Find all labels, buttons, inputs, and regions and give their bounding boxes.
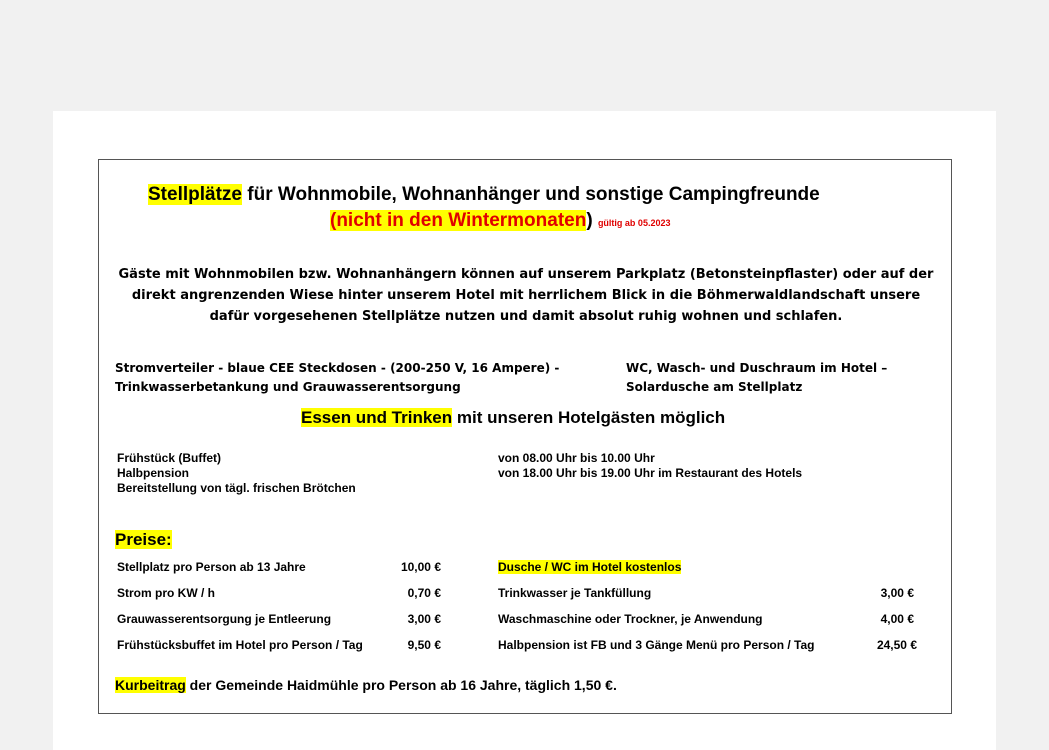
price-value: 0,70 € <box>407 586 441 600</box>
intro-line: dafür vorgesehenen Stellplätze nutzen und damit absolut ruhig wohnen und schlafen. <box>209 309 843 324</box>
price-label: Grauwasserentsorgung je Entleerung <box>117 612 332 626</box>
price-value: 24,50 € <box>876 638 917 652</box>
price-label: Strom pro KW / h <box>117 586 215 600</box>
price-value: 10,00 € <box>400 560 441 574</box>
price-label: Waschmaschine oder Trockner, je Anwendung <box>498 612 763 626</box>
notice-title <box>148 184 820 206</box>
kurbeitrag-rest: der Gemeinde Haidmühle pro Person ab 16 Jahre, täglich 1,50 €. <box>185 677 617 693</box>
meal-labels <box>117 451 356 496</box>
intro-paragraph <box>99 264 953 327</box>
kurbeitrag-line <box>115 677 617 693</box>
title-rest: für Wohnmobile, Wohnanhänger und sonstige Campingfreunde <box>241 184 820 205</box>
amenity-line: Solardusche am Stellplatz <box>626 380 803 394</box>
title-highlight: Stellplätze <box>148 184 242 205</box>
meal-times <box>498 451 802 481</box>
meal-label: Halbpension <box>117 466 190 480</box>
price-value: 3,00 € <box>880 586 914 600</box>
subtitle-paren: ) <box>586 210 593 231</box>
free-shower-note <box>498 560 681 574</box>
intro-line: direkt angrenzenden Wiese hinter unserem Hotel mit herrlichem Blick in die Böhmerwaldlandschaft unsere <box>131 288 921 303</box>
prices-heading <box>115 530 172 550</box>
price-value: 4,00 € <box>880 612 914 626</box>
amenities-right <box>626 359 887 397</box>
kurbeitrag-highlight: Kurbeitrag <box>115 677 186 693</box>
meal-label: Frühstück (Buffet) <box>117 451 221 465</box>
amenity-line: Trinkwasserbetankung und Grauwasserentsorgung <box>115 380 461 394</box>
meal-label: Bereitstellung von tägl. frischen Brötchen <box>117 481 356 495</box>
price-label: Trinkwasser je Tankfüllung <box>498 586 652 600</box>
notice-subtitle <box>330 210 670 232</box>
meal-time: von 18.00 Uhr bis 19.00 Uhr im Restaurant des Hotels <box>498 466 803 480</box>
price-label: Stellplatz pro Person ab 13 Jahre <box>117 560 306 574</box>
food-heading-highlight: Essen und Trinken <box>301 408 453 427</box>
free-shower-text: Dusche / WC im Hotel kostenlos <box>498 560 682 574</box>
food-heading <box>301 408 725 428</box>
notice-frame <box>98 159 952 714</box>
prices-heading-text: Preise: <box>115 530 172 549</box>
meal-time: von 08.00 Uhr bis 10.00 Uhr <box>498 451 655 465</box>
validity-note: gültig ab 05.2023 <box>597 218 671 228</box>
price-label: Frühstücksbuffet im Hotel pro Person / Tag <box>117 638 363 652</box>
price-label: Halbpension ist FB und 3 Gänge Menü pro Person / Tag <box>498 638 815 652</box>
amenities-left <box>115 359 559 397</box>
price-value: 9,50 € <box>407 638 441 652</box>
price-value: 3,00 € <box>407 612 441 626</box>
amenity-line: WC, Wasch- und Duschraum im Hotel – <box>626 361 888 375</box>
subtitle-highlight: (nicht in den Wintermonaten <box>330 210 587 231</box>
amenity-line: Stromverteiler - blaue CEE Steckdosen - (200-250 V, 16 Ampere) - <box>115 361 560 375</box>
intro-line: Gäste mit Wohnmobilen bzw. Wohnanhängern können auf unserem Parkplatz (Betonsteinpflaster) oder auf der <box>118 267 934 282</box>
food-heading-rest: mit unseren Hotelgästen möglich <box>452 408 726 427</box>
